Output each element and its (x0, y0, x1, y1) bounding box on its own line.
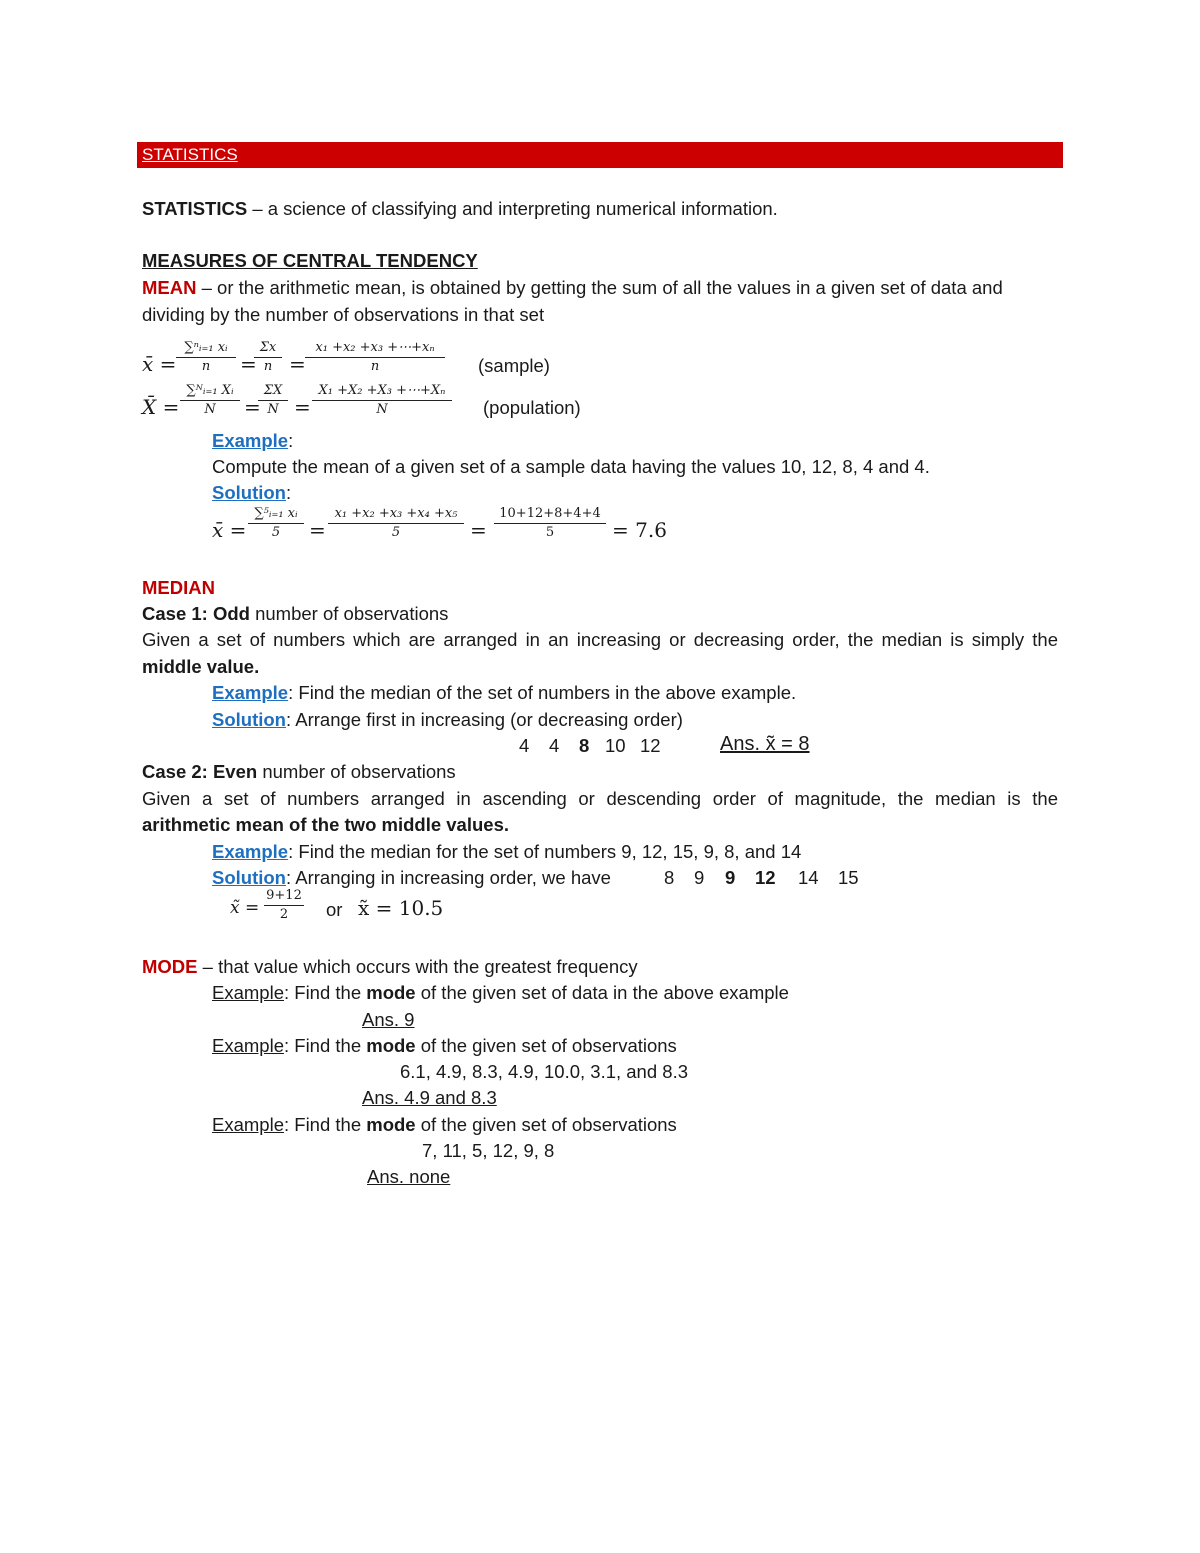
sorted-value: 14 (798, 867, 819, 888)
median-term: MEDIAN (142, 577, 215, 598)
sorted-value: 12 (640, 735, 661, 756)
equals-sign: = (244, 395, 261, 419)
solution-fraction-2: $\frac{\text{x₁ +x₂ +x₃ +x₄ +x₅}}{5}$ (328, 506, 464, 541)
case1-label: Case 1: Odd (142, 603, 250, 624)
mode-example3: Example: Find the mode of the given set of observations (212, 1114, 677, 1135)
population-fraction-2: $\frac{\Sigma X}{N}$ (258, 383, 288, 418)
sample-label: (sample) (478, 355, 550, 376)
mode-desc: – that value which occurs with the greatest frequency (197, 956, 638, 977)
result-fraction: $\frac{9+12}{2}$ (264, 888, 304, 923)
example-text: : Find the median for the set of numbers 9, 12, 15, 9, 8, and 14 (288, 841, 802, 862)
section-banner (137, 142, 1063, 168)
mode-data-3: 7, 11, 5, 12, 9, 8 (422, 1140, 555, 1161)
solution-fraction-3: $\frac{10+12+8+4+4}{5}$ (494, 506, 606, 541)
equals-sign: = (470, 518, 487, 542)
population-fraction-1: $\frac{\text{∑ᴺᵢ₌₁ Xᵢ}}{N}$ (180, 383, 240, 418)
median-example2 (212, 841, 801, 863)
median-case2-desc2: arithmetic mean of the two middle values. (142, 814, 510, 835)
population-fraction-3: $\frac{\text{X₁ +X₂ +X₃ +⋯+Xₙ}}{N}$ (312, 383, 452, 418)
definition-term: STATISTICS (142, 198, 248, 219)
sample-fraction-1: $\frac{\text{∑ⁿᵢ₌₁ xᵢ}}{n}$ (176, 340, 236, 375)
mean-term: MEAN (142, 277, 197, 298)
median-case2-desc1: Given a set of numbers arranged in ascending or descending order of magnitude, the median is the (142, 788, 1058, 809)
solution-text: : Arrange first in increasing (or decreasing order) (285, 709, 683, 730)
result-or: or (326, 899, 343, 920)
sorted-value: 4 (549, 735, 560, 756)
mode-data-2: 6.1, 4.9, 8.3, 4.9, 10.0, 3.1, and 8.3 (400, 1061, 688, 1082)
median-case2-heading (142, 761, 456, 783)
sample-fraction-2: $\frac{\Sigma x}{n}$ (254, 340, 282, 375)
example-label: Example (212, 841, 289, 862)
equals-sign: = (240, 352, 257, 376)
solution-text: : Arranging in increasing order, we have (285, 867, 611, 888)
solution-fraction-1: $\frac{\text{∑⁵ᵢ₌₁ xᵢ}}{5}$ (248, 506, 304, 541)
mode-example1: Example: Find the mode of the given set of data in the above example (212, 982, 789, 1003)
median-case1-heading (142, 603, 448, 625)
mean-solution-heading: Solution: (212, 482, 292, 503)
mean-example-text: Compute the mean of a given set of a sample data having the values 10, 12, 8, 4 and 4. (212, 456, 930, 477)
solution-label: Solution (212, 867, 286, 888)
solution-lhs: x̄ = (212, 518, 247, 542)
mode-description (142, 956, 638, 978)
solution-result: = 7.6 (612, 518, 667, 542)
example-label: Example (212, 1035, 284, 1056)
median-case1-desc1: Given a set of numbers which are arranged in an increasing or decreasing order, the median is simply the (142, 629, 1058, 650)
population-label: (population) (483, 397, 581, 418)
sorted-value: 8 (664, 867, 675, 888)
example-label: Example (212, 430, 289, 451)
median-solution2 (212, 867, 611, 889)
result-lhs: x̃ = (230, 898, 260, 918)
sorted-value-middle: 9 (725, 867, 736, 888)
equals-sign: = (294, 395, 311, 419)
median-solution1 (212, 709, 683, 731)
example-label: Example (212, 982, 284, 1003)
statistics-definition (142, 198, 778, 220)
sorted-value-middle: 8 (579, 735, 590, 756)
population-lhs: X̄ = (142, 395, 180, 419)
solution-label: Solution (212, 482, 286, 503)
example-text: : Find the median of the set of numbers in the above example. (288, 682, 797, 703)
mode-term: MODE (142, 956, 198, 977)
median-case1-desc2: middle value. (142, 656, 260, 677)
sample-fraction-3: $\frac{\text{x₁ +x₂ +x₃ +⋯+xₙ}}{n}$ (305, 340, 445, 375)
equals-sign: = (309, 518, 326, 542)
central-tendency-heading: MEASURES OF CENTRAL TENDENCY (142, 250, 478, 271)
sorted-value: 4 (519, 735, 530, 756)
banner-title: STATISTICS (142, 145, 238, 164)
mode-answer-1: Ans. 9 (362, 1009, 415, 1030)
mode-answer-3: Ans. none (367, 1166, 451, 1187)
mean-description-line2: dividing by the number of observations in that set (142, 304, 545, 325)
mean-description-line1 (142, 277, 1003, 299)
sorted-value-middle: 12 (755, 867, 776, 888)
mode-answer-2: Ans. 4.9 and 8.3 (362, 1087, 497, 1108)
sorted-value: 9 (694, 867, 705, 888)
median-example1 (212, 682, 796, 704)
solution-label: Solution (212, 709, 286, 730)
mean-example-heading: Example: (212, 430, 294, 451)
mode-example2: Example: Find the mode of the given set of observations (212, 1035, 677, 1056)
sample-lhs: x̄ = (142, 352, 177, 376)
case2-label: Case 2: Even (142, 761, 258, 782)
example-label: Example (212, 1114, 284, 1135)
equals-sign: = (289, 352, 306, 376)
definition-text: – a science of classifying and interpreting numerical information. (247, 198, 778, 219)
case2-rest: number of observations (257, 761, 456, 782)
sorted-value: 10 (605, 735, 626, 756)
median-answer-1: Ans. x̃ = 8 (720, 733, 810, 755)
example-label: Example (212, 682, 289, 703)
mean-desc1: – or the arithmetic mean, is obtained by getting the sum of all the values in a given set of data and (196, 277, 1003, 298)
case1-rest: number of observations (249, 603, 449, 624)
sorted-value: 15 (838, 867, 859, 888)
result-final: x̃ = 10.5 (358, 896, 444, 920)
